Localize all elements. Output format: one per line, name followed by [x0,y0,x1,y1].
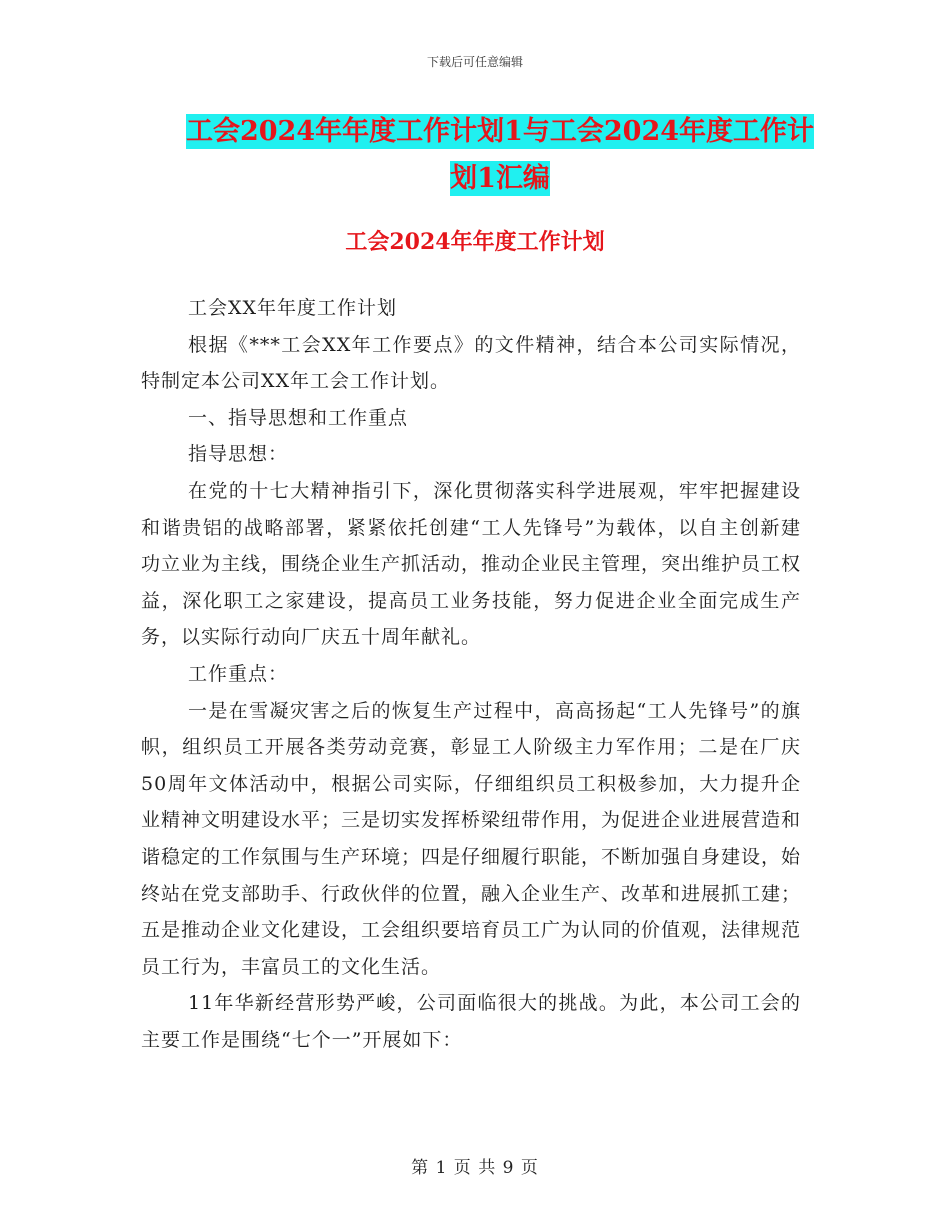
paragraph-plan-title: 工会XX年年度工作计划 [188,297,398,319]
document-body [141,290,801,1058]
paragraph-key-work-label: 工作重点： [188,662,289,685]
main-title-line-2: 划1汇编 [450,163,550,194]
paragraph-section-heading: 一、指导思想和工作重点 [188,406,409,429]
page-number-footer: 第 1 页 共 9 页 [411,1158,539,1178]
paragraph-outlook: 11年华新经营形势严峻，公司面临很大的挑战。为此，本公司工会的主要工作是围绕“七个一”开展如下： [141,992,801,1051]
paragraph-guiding-ideology-label: 指导思想： [188,443,289,466]
document-sub-title: 工会2024年年度工作计划 [345,229,605,255]
header-note: 下载后可任意编辑 [426,55,523,69]
paragraph-key-work: 一是在雪凝灾害之后的恢复生产过程中，高高扬起“工人先锋号”的旗帜，组织员工开展各类劳动竞赛，彰显工人阶级主力军作用；二是在厂庆50周年文体活动中，根据公司实际，仔细组织员工积极参加，大力提升企业精神文明建设水平；三是切实发挥桥梁纽带作用，为促进企业进展营造和谐稳定的工作氛围与生产环境；四是仔细履行职能，不断加强自身建设，始终站在党支部助手、行政伙伴的位置，融入企业生产、改革和进展抓工建；五是推动企业文化建设，工会组织要培育员工广为认同的价值观，法律规范员工行为，丰富员工的文化生活。 [141,699,802,978]
paragraph-guiding-ideology: 在党的十七大精神指引下，深化贯彻落实科学进展观，牢牢把握建设和谐贵铝的战略部署，紧紧依托创建“工人先锋号”为载体，以自主创新建功立业为主线，围绕企业生产抓活动，推动企业民主管理，突出维护员工权益，深化职工之家建设，提高员工业务技能，努力促进企业全面完成生产务，以实际行动向厂庆五十周年献礼。 [141,479,802,649]
paragraph-intro: 根据《***工会XX年工作要点》的文件精神，结合本公司实际情况，特制定本公司XX年工会工作计划。 [141,333,801,393]
main-title-line-1: 工会2024年年度工作计划1与工会2024年度工作计 [185,116,815,147]
document-main-title [150,108,850,202]
